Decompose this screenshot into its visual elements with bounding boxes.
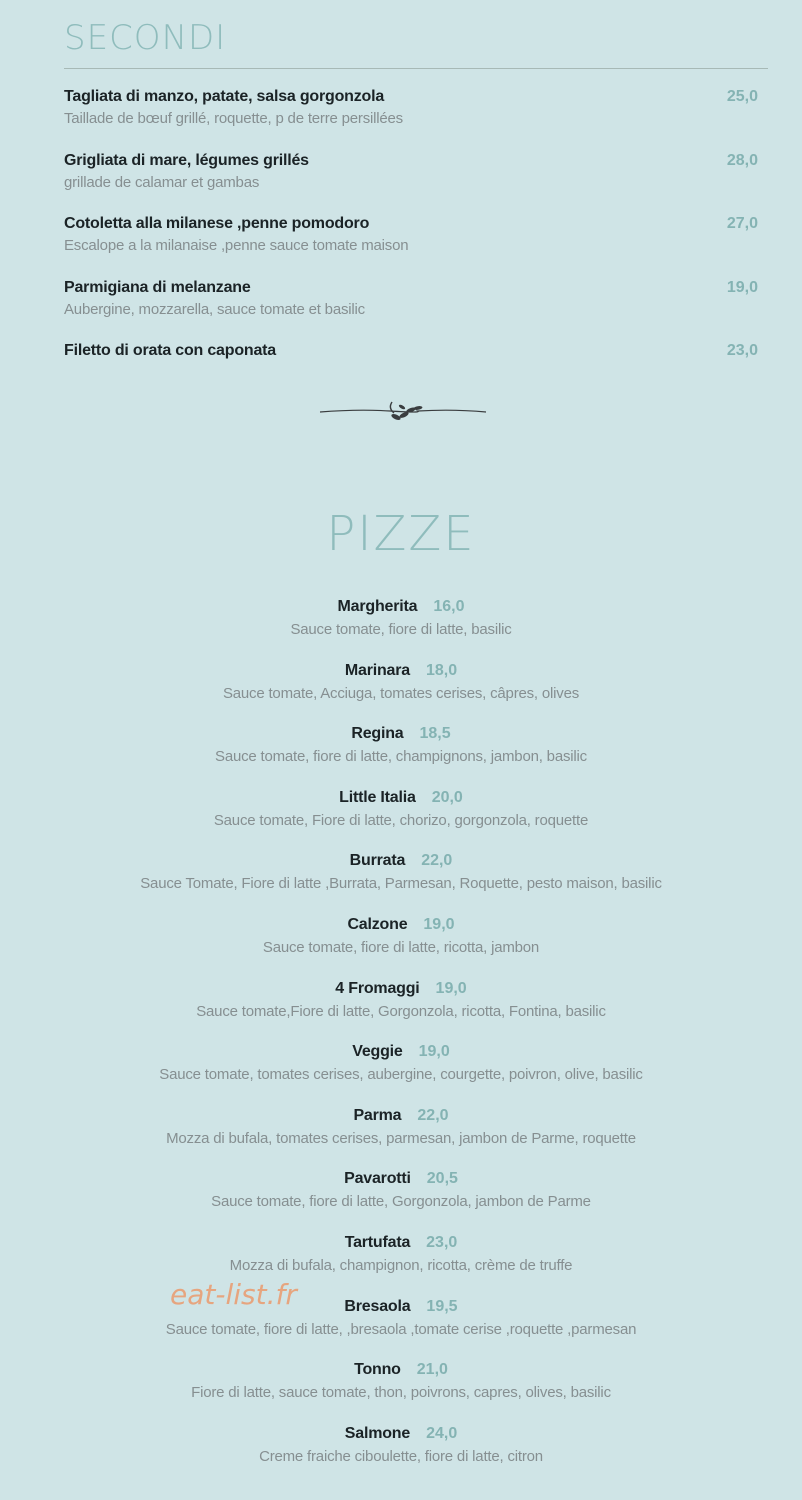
pizza-price: 19,0 (435, 979, 467, 997)
pizza-price: 19,0 (418, 1043, 450, 1061)
pizza-name: Tartufata (344, 1233, 411, 1251)
pizza-item (0, 1105, 802, 1169)
pizza-item (0, 596, 802, 660)
pizza-description: Fiore di latte, sauce tomate, thon, poivrons, capres, olives, basilic (191, 1384, 611, 1402)
pizza-item (0, 1423, 802, 1487)
dish-name: Grigliata di mare, légumes grillés (64, 151, 309, 169)
dish-price: 28,0 (726, 151, 758, 169)
pizza-description: Sauce tomate, fiore di latte, basilic (290, 621, 512, 638)
pizza-description: Sauce tomate, Fiore di latte, chorizo, gorgonzola, roquette (213, 811, 589, 829)
dish-name: Tagliata di manzo, patate, salsa gorgonzola (64, 88, 385, 105)
dish-description: Taillade de bœuf grillé, roquette, p de terre persillées (64, 110, 403, 127)
pizza-price: 20,0 (431, 788, 463, 806)
pizza-item (0, 1168, 802, 1232)
secondi-list (64, 86, 760, 404)
pizza-price: 19,0 (423, 915, 455, 933)
dish-name: Parmigiana di melanzane (64, 278, 251, 296)
dish-description: Escalope a la milanaise ,penne sauce tomate maison (64, 237, 409, 254)
pizza-name: Bresaola (344, 1297, 411, 1315)
pizza-price: 18,5 (419, 725, 451, 743)
secondi-item (64, 340, 760, 404)
pizza-name: Pavarotti (344, 1170, 411, 1188)
pizza-name: Margherita (337, 598, 418, 615)
pizza-name: Salmone (344, 1424, 411, 1442)
dish-name: Filetto di orata con caponata (64, 342, 277, 359)
dish-price: 19,0 (726, 278, 758, 296)
pizza-name: Little Italia (339, 788, 416, 806)
pizza-name: Parma (353, 1106, 402, 1124)
pizza-description: Sauce Tomate, Fiore di latte ,Burrata, Parmesan, Roquette, pesto maison, basilic (140, 875, 662, 893)
pizza-name: Calzone (347, 915, 408, 933)
dish-description: grillade de calamar et gambas (64, 173, 260, 191)
pizza-item (0, 1359, 802, 1423)
dish-name: Cotoletta alla milanese ,penne pomodoro (64, 215, 370, 232)
pizza-price: 19,5 (426, 1297, 458, 1315)
heading-divider (64, 68, 768, 69)
pizza-name: Regina (351, 725, 404, 743)
pizza-item (0, 723, 802, 787)
pizza-name: 4 Fromaggi (335, 979, 420, 997)
secondi-item (64, 86, 760, 150)
pizza-description: Sauce tomate, tomates cerises, aubergine, courgette, poivron, olive, basilic (159, 1066, 643, 1084)
dish-price: 23,0 (726, 342, 758, 359)
pizza-name: Marinara (344, 661, 410, 679)
pizza-price: 24,0 (426, 1424, 458, 1442)
pizza-description: Sauce tomate, Acciuga, tomates cerises, câpres, olives (222, 684, 580, 702)
pizza-price: 22,0 (417, 1106, 449, 1124)
pizze-heading: PIZZE (326, 506, 476, 562)
pizza-item (0, 1296, 802, 1360)
secondi-item (64, 150, 760, 214)
pizza-item (0, 660, 802, 724)
dish-price: 27,0 (726, 215, 758, 232)
pizza-description: Sauce tomate,Fiore di latte, Gorgonzola, ricotta, Fontina, basilic (196, 1002, 606, 1020)
secondi-heading: SECONDI (64, 18, 227, 58)
pizza-description: Sauce tomate, fiore di latte, ,bresaola ,tomate cerise ,roquette ,parmesan (165, 1320, 637, 1338)
watermark: eat-list.fr (170, 1278, 297, 1311)
pizza-name: Burrata (349, 852, 406, 870)
pizza-price: 16,0 (433, 598, 465, 615)
pizza-description: Sauce tomate, fiore di latte, Gorgonzola, jambon de Parme (211, 1193, 591, 1211)
pizza-description: Mozza di bufala, tomates cerises, parmesan, jambon de Parme, roquette (166, 1129, 636, 1147)
pizza-price: 22,0 (421, 852, 453, 870)
pizza-name: Veggie (352, 1043, 403, 1061)
pizza-price: 21,0 (416, 1361, 448, 1379)
secondi-item (64, 213, 760, 277)
pizza-item (0, 1041, 802, 1105)
pizza-description: Creme fraiche ciboulette, fiore di latte, citron (259, 1447, 543, 1465)
pizza-price: 23,0 (426, 1233, 458, 1251)
dish-description: Aubergine, mozzarella, sauce tomate et basilic (64, 300, 365, 318)
pizza-item (0, 787, 802, 851)
dish-price: 25,0 (726, 88, 758, 105)
pizza-name: Tonno (354, 1361, 401, 1379)
secondi-item (64, 277, 760, 341)
pizza-item (0, 850, 802, 914)
pizza-description: Sauce tomate, fiore di latte, ricotta, jambon (262, 938, 540, 956)
pizza-price: 20,5 (426, 1170, 458, 1188)
pizza-description: Sauce tomate, fiore di latte, champignons, jambon, basilic (215, 748, 587, 766)
pizza-description: Mozza di bufala, champignon, ricotta, crème de truffe (229, 1256, 573, 1274)
pizze-list (0, 596, 802, 1486)
pizza-item (0, 1232, 802, 1296)
pizza-item (0, 978, 802, 1042)
pizza-item (0, 914, 802, 978)
pizza-price: 18,0 (425, 661, 458, 679)
olive-branch-divider-icon (318, 398, 488, 428)
